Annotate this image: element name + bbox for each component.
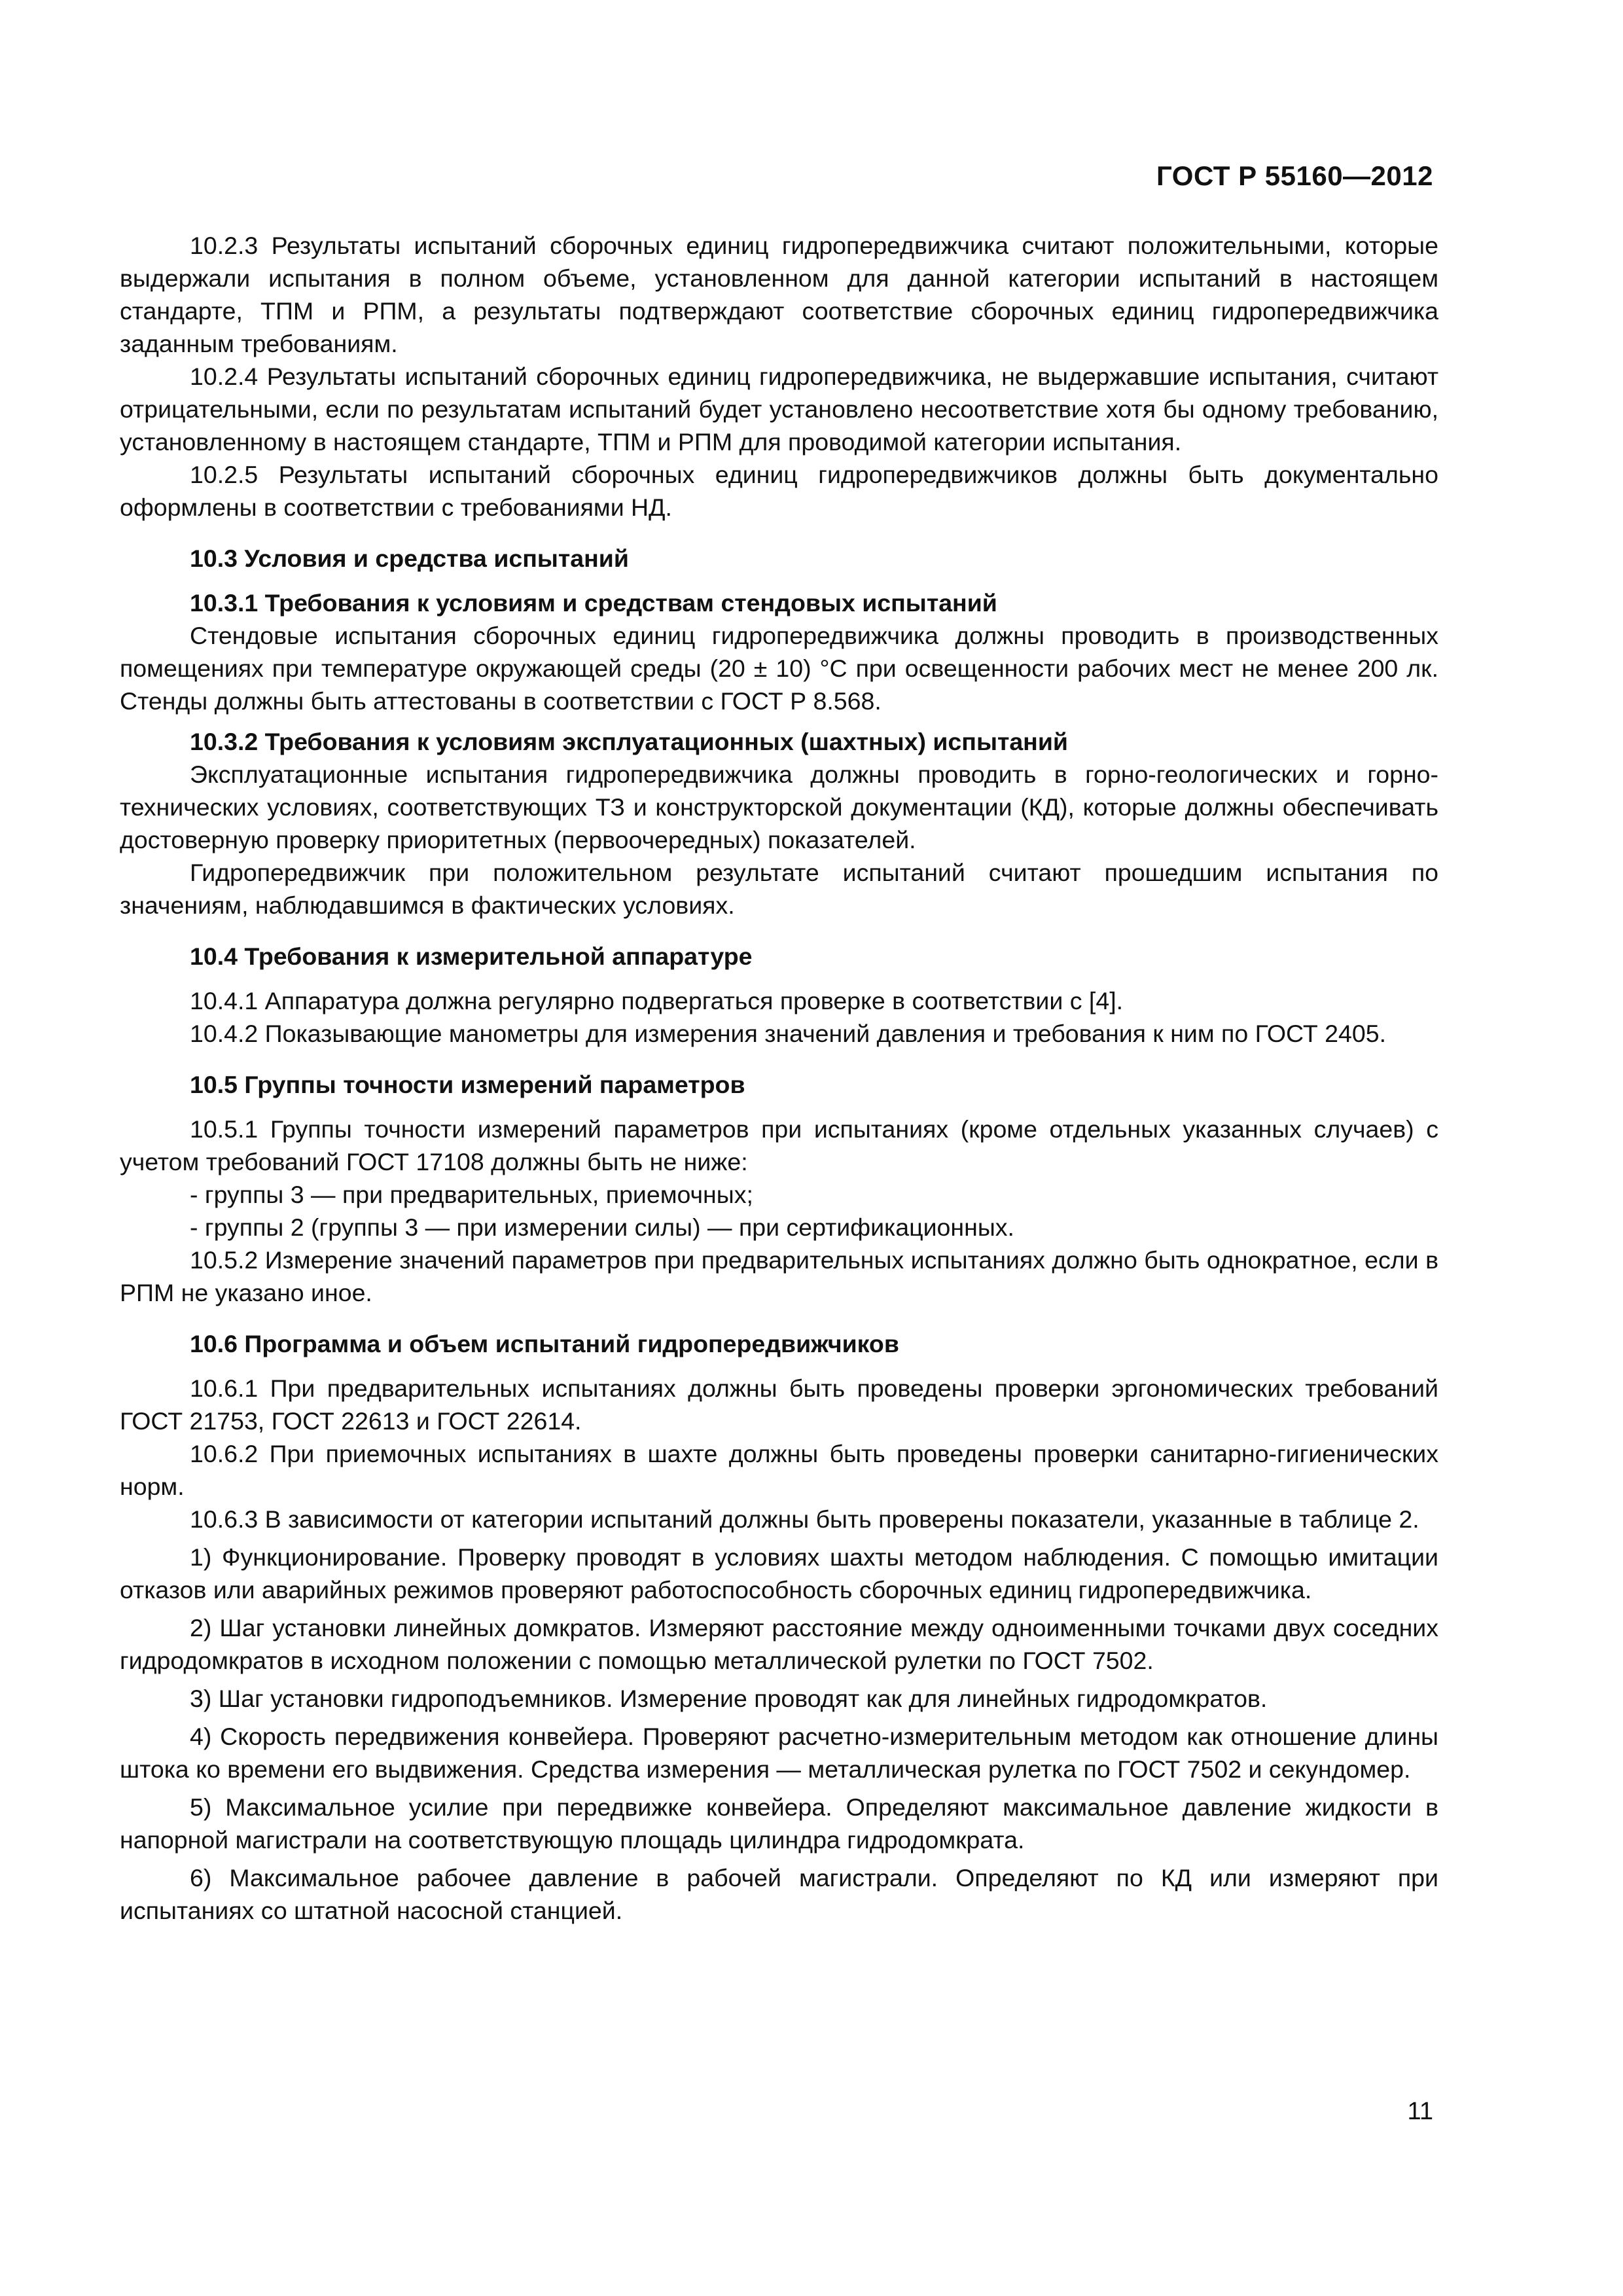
paragraph-10-6-3: 10.6.3 В зависимости от категории испытаний должны быть проверены показатели, указанные в таблице 2. (190, 1505, 1419, 1533)
numbered-item-3: 3) Шаг установки гидроподъемников. Измерение проводят как для линейных гидродомкратов. (190, 1685, 1268, 1712)
paragraph-10-3-2-a: Эксплуатационные испытания гидропередвижчика должны проводить в горно-геологических и горно-технических условиях, соответствующих ТЗ и конструкторской документации (КД), которые должны обеспечивать достоверную проверку приоритетных (первоочередных) показателей. (120, 761, 1438, 853)
list-item-10-5-1-b: - группы 2 (группы 3 — при измерении силы) — при сертификационных. (190, 1213, 1014, 1241)
paragraph-10-3-1: Стендовые испытания сборочных единиц гидропередвижчика должны проводить в производственных помещениях при температуре окружающей среды (20 ± 10) °С при освещенности рабочих мест не менее 200 лк. Стенды должны быть аттестованы в соответствии с ГОСТ Р 8.568. (120, 622, 1438, 715)
page-number: 11 (1407, 2098, 1433, 2125)
document-code-header: ГОСТ Р 55160—2012 (1156, 160, 1433, 191)
list-item-10-5-1-a: - группы 3 — при предварительных, приемочных; (190, 1181, 753, 1208)
paragraph-10-2-3: 10.2.3 Результаты испытаний сборочных единиц гидропередвижчика считают положительными, которые выдержали испытания в полном объеме, установленном для данной категории испытаний в настоящем стандарте, ТПМ и РПМ, а результаты подтверждают соответствие сборочных единиц гидропередвижчика заданным требованиям. (120, 232, 1438, 357)
subsection-heading-10-3-1: 10.3.1 Требования к условиям и средствам стендовых испытаний (190, 589, 997, 617)
paragraph-10-3-2-b: Гидропередвижчик при положительном результате испытаний считают прошедшим испытания по значениям, наблюдавшимся в фактических условиях. (120, 859, 1438, 919)
numbered-item-6: 6) Максимальное рабочее давление в рабочей магистрали. Определяют по КД или измеряют при испытаниях со штатной насосной станцией. (120, 1864, 1438, 1924)
section-heading-10-5: 10.5 Группы точности измерений параметров (190, 1071, 745, 1098)
numbered-item-1: 1) Функционирование. Проверку проводят в условиях шахты методом наблюдения. С помощью имитации отказов или аварийных режимов проверяют работоспособность сборочных единиц гидропередвижчика. (120, 1543, 1438, 1604)
numbered-item-2: 2) Шаг установки линейных домкратов. Измеряют расстояние между одноименными точками двух соседних гидродомкратов в исходном положении с помощью металлической рулетки по ГОСТ 7502. (120, 1614, 1438, 1674)
paragraph-10-5-1: 10.5.1 Группы точности измерений параметров при испытаниях (кроме отдельных указанных случаев) с учетом требований ГОСТ 17108 должны быть не ниже: (120, 1115, 1438, 1175)
numbered-item-5: 5) Максимальное усилие при передвижке конвейера. Определяют максимальное давление жидкости в напорной магистрали на соответствующую площадь цилиндра гидродомкрата. (120, 1793, 1438, 1854)
section-heading-10-4: 10.4 Требования к измерительной аппаратуре (190, 942, 753, 970)
paragraph-10-2-5: 10.2.5 Результаты испытаний сборочных единиц гидропередвижчиков должны быть документально оформлены в соответствии с требованиями НД. (120, 461, 1438, 521)
paragraph-10-6-2: 10.6.2 При приемочных испытаниях в шахте должны быть проведены проверки санитарно-гигиенических норм. (120, 1440, 1438, 1500)
document-body (120, 229, 1438, 1927)
paragraph-10-6-1: 10.6.1 При предварительных испытаниях должны быть проведены проверки эргономических требований ГОСТ 21753, ГОСТ 22613 и ГОСТ 22614. (120, 1374, 1438, 1435)
numbered-item-4: 4) Скорость передвижения конвейера. Проверяют расчетно-измерительным методом как отношение длины штока ко времени его выдвижения. Средства измерения — металлическая рулетка по ГОСТ 7502 и секундомер. (120, 1723, 1438, 1783)
paragraph-10-2-4: 10.2.4 Результаты испытаний сборочных единиц гидропередвижчика, не выдержавшие испытания, считают отрицательными, если по результатам испытаний будет установлено несоответствие хотя бы одному требованию, установленному в настоящем стандарте, ТПМ и РПМ для проводимой категории испытания. (120, 363, 1438, 456)
section-heading-10-3: 10.3 Условия и средства испытаний (190, 545, 629, 572)
section-heading-10-6: 10.6 Программа и объем испытаний гидропередвижчиков (190, 1330, 899, 1357)
paragraph-10-4-1: 10.4.1 Аппаратура должна регулярно подвергаться проверке в соответствии с [4]. (190, 987, 1124, 1014)
paragraph-10-5-2: 10.5.2 Измерение значений параметров при предварительных испытаниях должно быть однократное, если в РПМ не указано иное. (120, 1246, 1438, 1306)
paragraph-10-4-2: 10.4.2 Показывающие манометры для измерения значений давления и требования к ним по ГОСТ 2405. (190, 1020, 1387, 1047)
subsection-heading-10-3-2: 10.3.2 Требования к условиям эксплуатационных (шахтных) испытаний (190, 728, 1068, 755)
